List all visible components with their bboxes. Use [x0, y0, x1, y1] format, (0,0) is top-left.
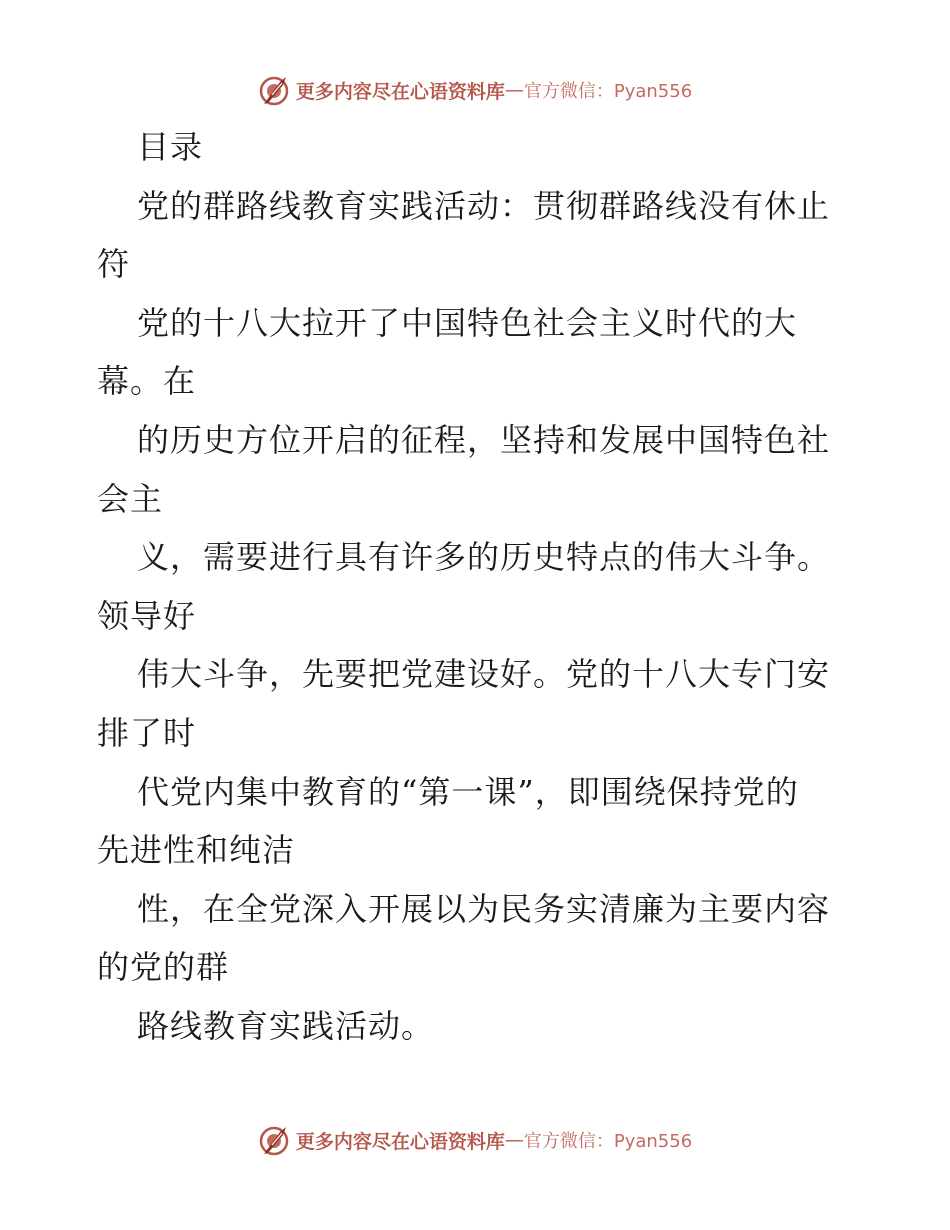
quill-pen-logo-icon — [258, 74, 290, 106]
text-line: 性，在全党深入开展以为民务实清廉为主要内容 — [137, 889, 831, 928]
footer-wechat-text: 官方微信：Pyan556 — [523, 1131, 693, 1152]
text-line: 先进性和纯洁 — [97, 831, 296, 870]
document-body — [97, 118, 867, 1056]
footer-banner — [0, 1120, 950, 1160]
text-line: 排了时 — [97, 713, 197, 752]
text-line: 幕。在 — [97, 362, 197, 401]
text-line: 党的十八大拉开了中国特色社会主义时代的大 — [137, 303, 798, 342]
text-line: 党的群路线教育实践活动：贯彻群路线没有休止 — [137, 186, 831, 225]
text-line: 领导好 — [97, 596, 197, 635]
text-line: 符 — [97, 245, 131, 284]
quill-pen-logo-icon — [258, 1124, 290, 1156]
text-line: 的党的群 — [97, 948, 230, 987]
text-line: 会主 — [97, 479, 164, 518]
text-line: 义，需要进行具有许多的历史特点的伟大斗争。 — [137, 538, 831, 577]
header-wechat-text: 官方微信：Pyan556 — [523, 81, 693, 102]
text-line: 代党内集中教育的“第一课”，即围绕保持党的 — [137, 772, 799, 811]
footer-promo-text: 更多内容尽在心语资料库 — [295, 1130, 505, 1153]
text-line: 路线教育实践活动。 — [137, 1006, 435, 1045]
header-promo-text: 更多内容尽在心语资料库 — [295, 80, 505, 103]
text-line: 伟大斗争，先要把党建设好。党的十八大专门安 — [137, 655, 831, 694]
footer-separator: — — [504, 1129, 524, 1151]
toc-heading: 目录 — [137, 128, 204, 166]
header-banner — [0, 70, 950, 110]
text-line: 的历史方位开启的征程，坚持和发展中国特色社 — [137, 420, 831, 459]
header-separator: — — [504, 79, 524, 101]
